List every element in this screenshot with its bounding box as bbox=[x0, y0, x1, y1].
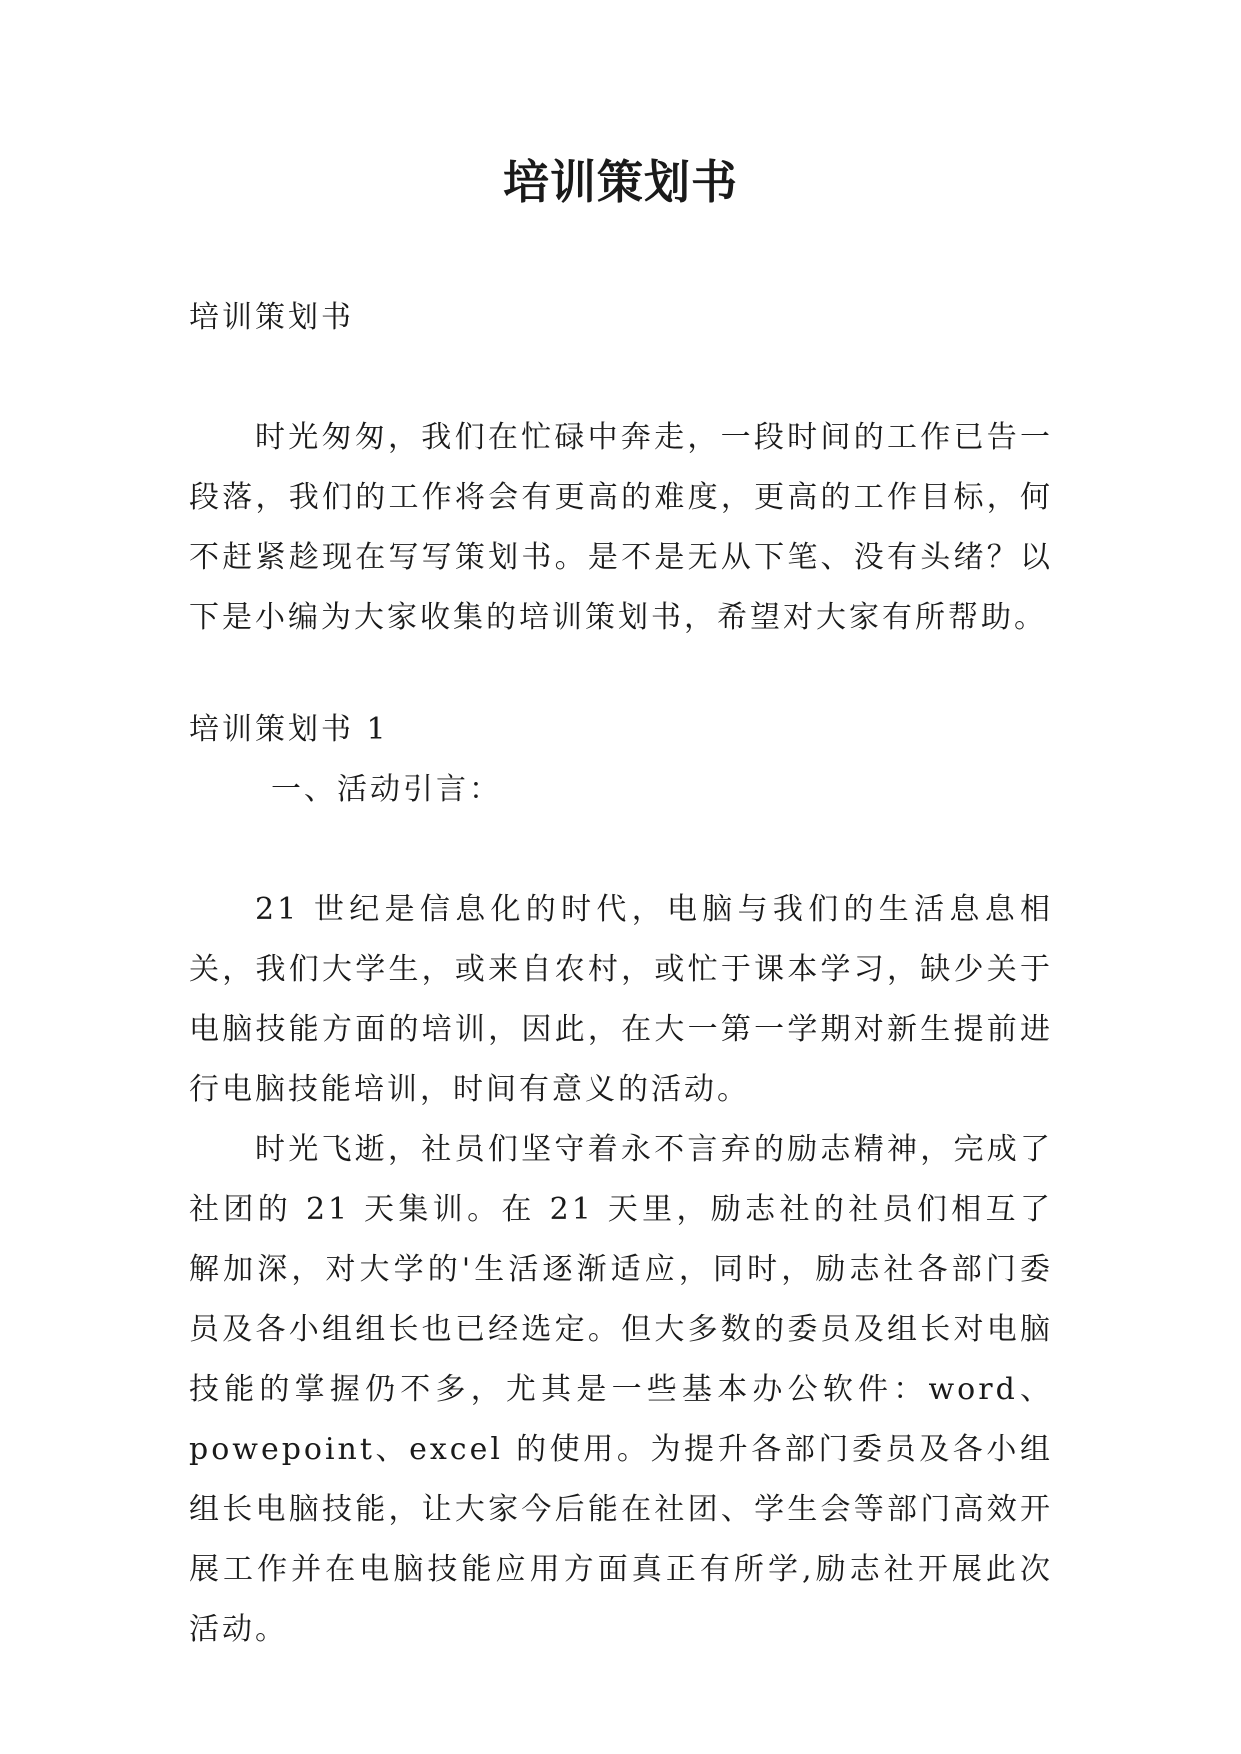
body-paragraph-2: 时光飞逝，社员们坚守着永不言弃的励志精神，完成了社团的 21 天集训。在 21 天里，励志社的社员们相互了解加深，对大学的'生活逐渐适应，同时，励志社各部门委员及各小组组长也已经选定。但大多数的委员及组长对电脑技能的掌握仍不多，尤其是一些基本办公软件：word、powepoint、excel 的使用。为提升各部门委员及各小组组长电脑技能，让大家今后能在社团、学生会等部门高效开展工作并在电脑技能应用方面真正有所学,励志社开展此次活动。 bbox=[189, 1132, 1053, 1647]
document-body bbox=[189, 288, 1053, 1660]
section-title: 培训策划书 1 bbox=[189, 712, 389, 747]
intro-paragraph: 时光匆匆，我们在忙碌中奔走，一段时间的工作已告一段落，我们的工作将会有更高的难度，更高的工作目标，何不赶紧趁现在写写策划书。是不是无从下笔、没有头绪？以下是小编为大家收集的培训策划书，希望对大家有所帮助。 bbox=[189, 420, 1053, 635]
document-subtitle: 培训策划书 bbox=[189, 300, 354, 335]
document-title: 培训策划书 bbox=[503, 155, 738, 209]
section-heading: 一、活动引言： bbox=[271, 772, 502, 807]
body-paragraph-1: 21 世纪是信息化的时代，电脑与我们的生活息息相关，我们大学生，或来自农村，或忙于课本学习，缺少关于电脑技能方面的培训，因此，在大一第一学期对新生提前进行电脑技能培训，时间有意义的活动。 bbox=[189, 892, 1053, 1107]
